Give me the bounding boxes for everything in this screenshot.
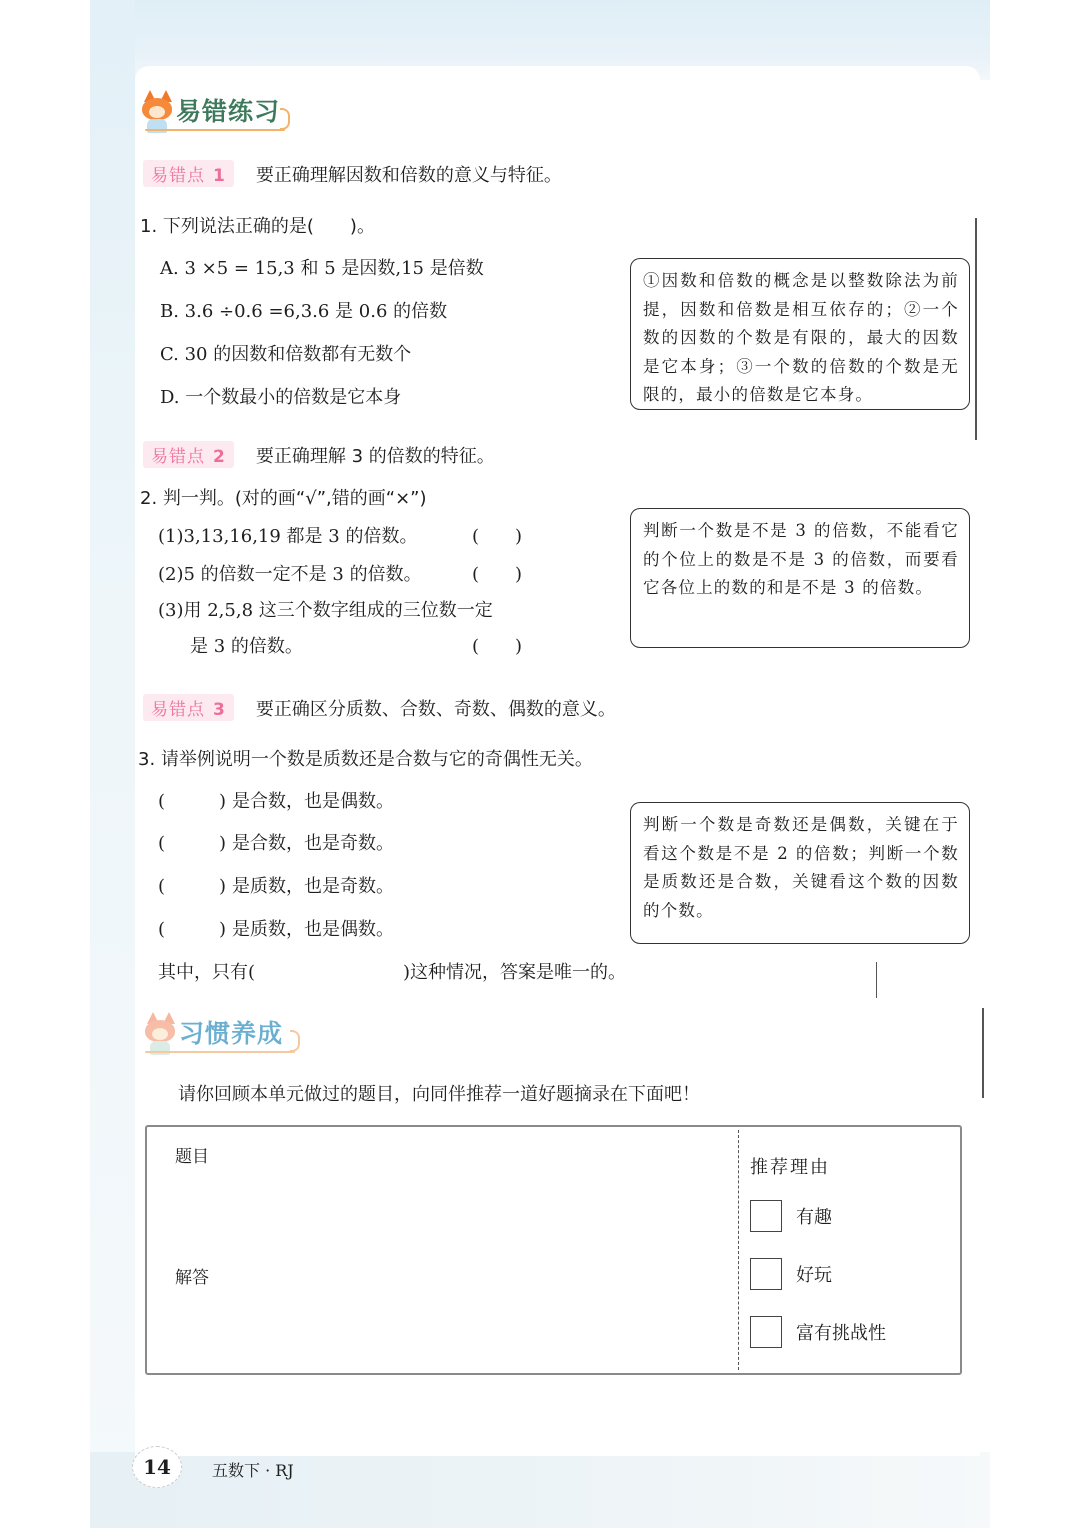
option-d[interactable]: D. 一个数最小的倍数是它本身 xyxy=(160,387,402,408)
option-b[interactable]: B. 3.6 ÷0.6 =6,3.6 是 0.6 的倍数 xyxy=(160,301,448,322)
question-1-stem: 1. 下列说法正确的是( )。 xyxy=(140,216,375,237)
reason-option-interesting[interactable]: 有趣 xyxy=(750,1200,832,1232)
error-point-3 xyxy=(143,694,616,721)
error-point-text: 要正确理解因数和倍数的意义与特征。 xyxy=(255,164,562,186)
margin-line xyxy=(982,1008,984,1098)
error-point-text: 要正确理解 3 的倍数的特征。 xyxy=(255,445,495,467)
error-point-tag: 易错点 3 xyxy=(143,694,234,721)
error-point-tag: 易错点 1 xyxy=(143,160,234,187)
option-c[interactable]: C. 30 的因数和倍数都有无数个 xyxy=(160,344,412,365)
page-left-margin xyxy=(90,0,135,1528)
question-3-stem: 3. 请举例说明一个数是质数还是合数与它的奇偶性无关。 xyxy=(138,749,593,770)
checkbox[interactable] xyxy=(750,1200,782,1232)
judge-item-1: (1)3,13,16,19 都是 3 的倍数。 xyxy=(158,526,418,547)
section-title: 易错练习 xyxy=(176,97,281,126)
answer-blank-1[interactable]: ( ) xyxy=(472,526,523,547)
tip-box-2: 判断一个数是不是 3 的倍数，不能看它的个位上的数是不是 3 的倍数，而要看它各位上的数的和是不是 3 的倍数。 xyxy=(630,508,970,648)
answer-blank-2[interactable]: ( ) xyxy=(472,564,523,585)
title-underline xyxy=(145,1051,295,1053)
error-point-tag: 易错点 2 xyxy=(143,441,234,468)
fill-item-1: ( ) 是合数，也是偶数。 xyxy=(158,787,394,813)
question-label: 题目 xyxy=(175,1147,209,1167)
tip-box-3: 判断一个数是奇数还是偶数，关键在于看这个数是不是 2 的倍数；判断一个数是质数还是合数，关键看这个数的因数的个数。 xyxy=(630,802,970,944)
judge-item-3-cont: 是 3 的倍数。 xyxy=(190,636,303,657)
answer-blank-3[interactable]: ( ) xyxy=(472,636,523,657)
judge-item-3: (3)用 2,5,8 这三个数字组成的三位数一定 xyxy=(158,600,493,621)
fill-blank[interactable]: ( ) xyxy=(158,791,227,812)
margin-mark xyxy=(876,962,877,998)
checkbox[interactable] xyxy=(750,1258,782,1290)
error-point-1 xyxy=(143,160,562,187)
fill-item-2: ( ) 是合数，也是奇数。 xyxy=(158,829,394,855)
fill-item-3: ( ) 是质数，也是奇数。 xyxy=(158,872,394,898)
error-point-2 xyxy=(143,441,495,468)
page-number: 14 xyxy=(132,1446,182,1488)
fill-blank[interactable]: ( ) xyxy=(158,919,227,940)
reason-option-challenging[interactable]: 富有挑战性 xyxy=(750,1316,886,1348)
margin-line xyxy=(975,218,977,440)
section-header-practice xyxy=(140,90,280,134)
section-title: 习惯养成 xyxy=(179,1019,284,1048)
question-2-stem: 2. 判一判。(对的画“√”,错的画“×”) xyxy=(140,488,427,509)
judge-item-2: (2)5 的倍数一定不是 3 的倍数。 xyxy=(158,564,422,585)
section-header-habit xyxy=(143,1012,283,1056)
fox-mascot-icon xyxy=(143,1012,177,1056)
fill-item-4: ( ) 是质数，也是偶数。 xyxy=(158,915,394,941)
book-code: 五数下 · RJ xyxy=(212,1461,294,1480)
answer-label: 解答 xyxy=(175,1268,209,1288)
error-point-text: 要正确区分质数、合数、奇数、偶数的意义。 xyxy=(255,698,616,720)
checkbox[interactable] xyxy=(750,1316,782,1348)
reason-title: 推荐理由 xyxy=(750,1157,830,1178)
fill-blank[interactable]: ( ) xyxy=(158,833,227,854)
conclusion-blank[interactable] xyxy=(255,958,403,984)
recommend-divider xyxy=(738,1130,739,1370)
fox-mascot-icon xyxy=(140,90,174,134)
conclusion-line: 其中，只有( )这种情况，答案是唯一的。 xyxy=(158,958,626,984)
recommend-prompt: 请你回顾本单元做过的题目，向同伴推荐一道好题摘录在下面吧！ xyxy=(178,1084,700,1105)
fill-blank[interactable]: ( ) xyxy=(158,876,227,897)
tip-box-1: ①因数和倍数的概念是以整数除法为前提，因数和倍数是相互依存的；②一个数的因数的个数是有限的，最大的因数是它本身；③一个数的倍数的个数是无限的，最小的倍数是它本身。 xyxy=(630,258,970,410)
title-underline xyxy=(145,129,285,131)
option-a[interactable]: A. 3 ×5 = 15,3 和 5 是因数,15 是倍数 xyxy=(160,258,484,279)
reason-option-fun[interactable]: 好玩 xyxy=(750,1258,832,1290)
answer-write-area[interactable] xyxy=(155,1290,725,1365)
question-write-area[interactable] xyxy=(155,1170,725,1250)
